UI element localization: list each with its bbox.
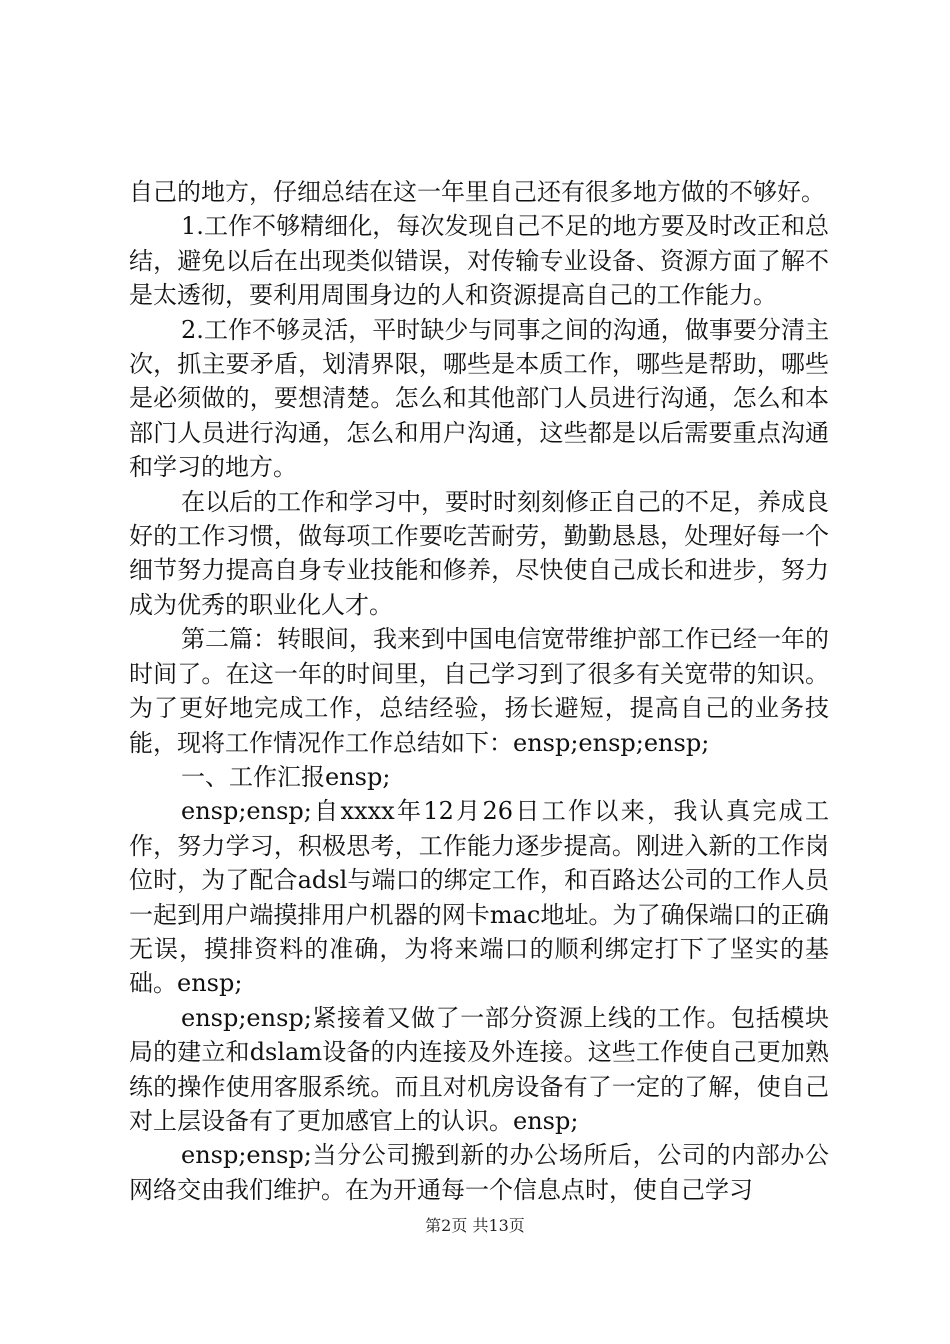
paragraph-2: 1.工作不够精细化，每次发现自己不足的地方要及时改正和总结，避免以后在出现类似错误，对传输专业设备、资源方面了解不是太透彻，要利用周围身边的人和资源提高自己的工作能力。	[129, 212, 829, 310]
paragraph-4: 在以后的工作和学习中，要时时刻刻修正自己的不足，养成良好的工作习惯，做每项工作要吃苦耐劳，勤勤恳恳，处理好每一个细节努力提高自身专业技能和修养，尽快使自己成长和进步，努力成为优秀的职业化人才。	[129, 487, 829, 619]
paragraph-9: ensp;ensp;当分公司搬到新的办公场所后，公司的内部办公网络交由我们维护。在为开通每一个信息点时，使自己学习	[129, 1141, 829, 1204]
paragraph-7: ensp;ensp;自xxxx年12月26日工作以来，我认真完成工作，努力学习，积极思考，工作能力逐步提高。刚进入新的工作岗位时，为了配合adsl与端口的绑定工作，和百路达公司的工作人员一起到用户端摸排用户机器的网卡mac地址。为了确保端口的正确无误，摸排资料的准确，为将来端口的顺利绑定打下了坚实的基础。ensp;	[129, 797, 829, 998]
paragraph-3: 2.工作不够灵活，平时缺少与同事之间的沟通，做事要分清主次，抓主要矛盾，划清界限，哪些是本质工作，哪些是帮助，哪些是必须做的，要想清楚。怎么和其他部门人员进行沟通，怎么和本部门人员进行沟通，怎么和用户沟通，这些都是以后需要重点沟通和学习的地方。	[129, 315, 829, 482]
paragraph-5: 第二篇：转眼间，我来到中国电信宽带维护部工作已经一年的时间了。在这一年的时间里，自己学习到了很多有关宽带的知识。为了更好地完成工作，总结经验，扬长避短，提高自己的业务技能，现将工作情况作工作总结如下：ensp;ensp;ensp;	[129, 625, 829, 757]
paragraph-6: 一、工作汇报ensp;	[181, 762, 391, 791]
page-number: 第2页 共13页	[425, 1216, 525, 1235]
page-footer	[0, 1216, 950, 1236]
paragraph-1: 自己的地方，仔细总结在这一年里自己还有很多地方做的不够好。	[129, 178, 825, 206]
document-body	[129, 175, 829, 1207]
paragraph-8: ensp;ensp;紧接着又做了一部分资源上线的工作。包括模块局的建立和dslam设备的内连接及外连接。这些工作使自己更加熟练的操作使用客服系统。而且对机房设备有了一定的了解，使自己对上层设备有了更加感官上的认识。ensp;	[129, 1003, 829, 1135]
